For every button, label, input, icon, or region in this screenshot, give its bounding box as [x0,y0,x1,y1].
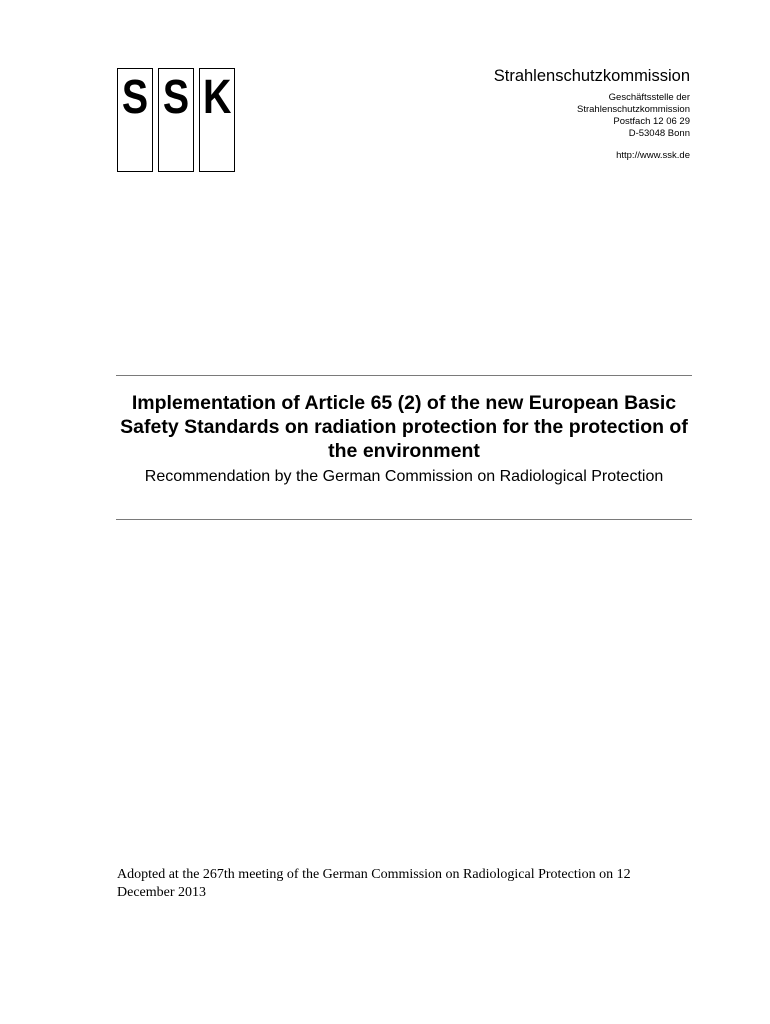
logo-box-k [199,68,235,172]
document-title: Implementation of Article 65 (2) of the new European Basic Safety Standards on radiation protection for the protection of the environment [120,392,688,462]
organization-name: Strahlenschutzkommission [493,67,690,85]
organization-header [494,66,690,162]
logo-letter: S [121,71,149,124]
address-line: D-53048 Bonn [628,128,690,139]
logo-box-s2 [158,68,194,172]
logo-box-s1 [117,68,153,172]
address-line: Postfach 12 06 29 [613,116,690,127]
logo-letter: S [162,71,190,124]
adoption-note: Adopted at the 267th meeting of the German Commission on Radiological Protection on 12 December 2013 [117,867,631,900]
address-line: Strahlenschutzkommission [577,104,690,115]
logo-letter: K [203,71,232,124]
ssk-logo [117,68,235,172]
website-link[interactable]: http://www.ssk.de [616,150,690,161]
title-bottom-divider [116,519,692,520]
address-line: Geschäftsstelle der [608,92,690,103]
document-subtitle: Recommendation by the German Commission on Radiological Protection [144,468,664,485]
title-top-divider [116,375,692,376]
